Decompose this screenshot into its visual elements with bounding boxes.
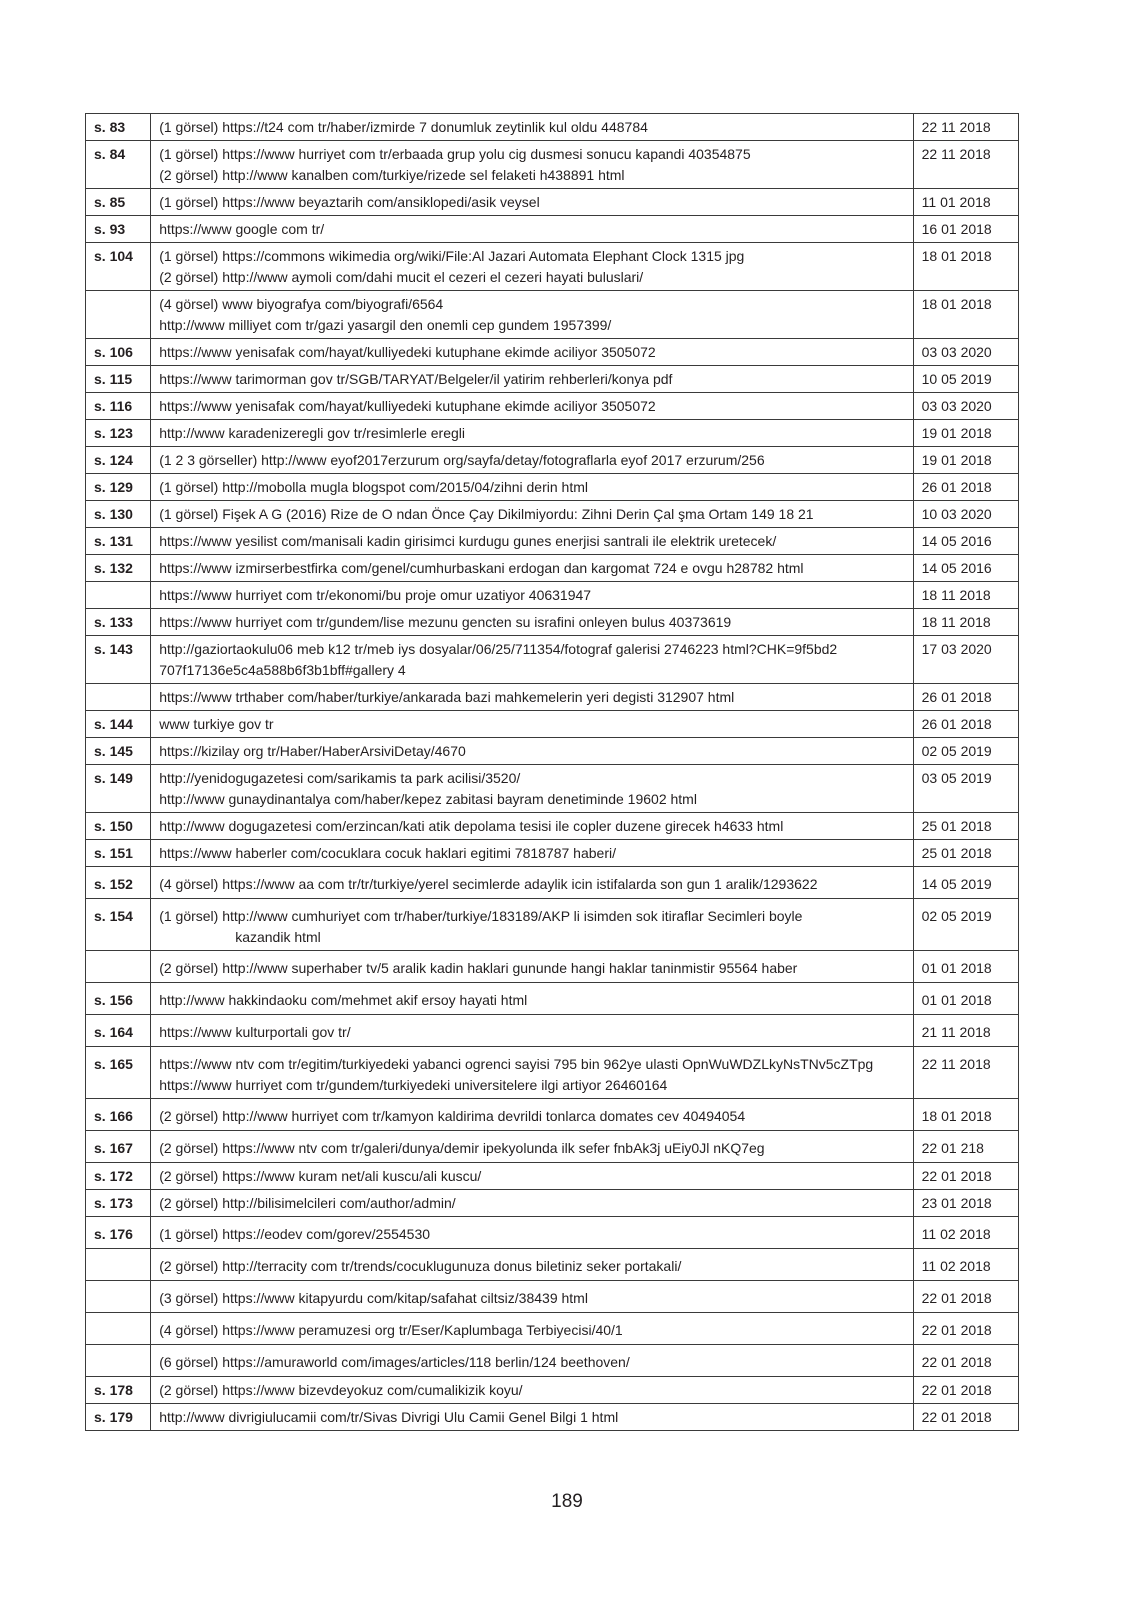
source-line: http://yenidogugazetesi com/sarikamis ta park acilisi/3520/: [159, 770, 521, 786]
page-ref-cell: s. 116: [86, 393, 151, 420]
source-line: (1 görsel) http://mobolla mugla blogspot com/2015/04/zihni derin html: [159, 479, 588, 495]
source-cell: [151, 1099, 913, 1131]
table-row: [86, 216, 1019, 243]
source-cell: [151, 528, 913, 555]
page-ref-cell: s. 165: [86, 1047, 151, 1099]
page-ref-cell: [86, 1249, 151, 1281]
source-cell: [151, 474, 913, 501]
access-date-cell: 16 01 2018: [913, 216, 1018, 243]
page-ref-cell: s. 154: [86, 899, 151, 951]
page-ref-cell: s. 132: [86, 555, 151, 582]
table-row: [86, 141, 1019, 189]
source-cell: [151, 582, 913, 609]
source-line: (2 görsel) https://www bizevdeyokuz com/cumalikizik koyu/: [159, 1382, 523, 1398]
source-line: https://kizilay org tr/Haber/HaberArsiviDetay/4670: [159, 743, 466, 759]
access-date-cell: 18 11 2018: [913, 609, 1018, 636]
access-date-cell: 22 11 2018: [913, 141, 1018, 189]
source-references-table: [85, 113, 1019, 1431]
source-cell: [151, 899, 913, 951]
source-line: https://www yenisafak com/hayat/kulliyedeki kutuphane ekimde aciliyor 3505072: [159, 398, 656, 414]
table-row: [86, 1249, 1019, 1281]
page-ref-cell: [86, 684, 151, 711]
source-cell: [151, 765, 913, 813]
source-line: https://www izmirserbestfirka com/genel/cumhurbaskani erdogan dan kargomat 724 e ovgu h28782 html: [159, 560, 804, 576]
table-row: [86, 867, 1019, 899]
access-date-cell: 14 05 2019: [913, 867, 1018, 899]
source-line: https://www hurriyet com tr/gundem/turkiyedeki universitelere ilgi artiyor 26460164: [159, 1077, 668, 1093]
access-date-cell: 03 03 2020: [913, 339, 1018, 366]
access-date-cell: 26 01 2018: [913, 684, 1018, 711]
source-line: (2 görsel) http://www aymoli com/dahi mucit el cezeri el cezeri hayati buluslari/: [159, 269, 644, 285]
source-cell: [151, 555, 913, 582]
access-date-cell: 11 02 2018: [913, 1249, 1018, 1281]
table-row: [86, 1015, 1019, 1047]
source-cell: [151, 339, 913, 366]
source-line: (1 görsel) Fişek A G (2016) Rize de O ndan Önce Çay Dikilmiyordu: Zihni Derin Çal şma Ortam 149 18 21: [159, 506, 814, 522]
source-line: https://www haberler com/cocuklara cocuk haklari egitimi 7818787 haberi/: [159, 845, 616, 861]
page-ref-cell: [86, 951, 151, 983]
source-line: kazandik html: [235, 929, 321, 945]
source-line: https://www hurriyet com tr/gundem/lise mezunu gencten su israfini onleyen bulus 40373619: [159, 614, 732, 630]
access-date-cell: 10 05 2019: [913, 366, 1018, 393]
access-date-cell: 03 03 2020: [913, 393, 1018, 420]
table-row: [86, 1163, 1019, 1190]
source-line: (2 görsel) http://www hurriyet com tr/kamyon kaldirima devrildi tonlarca domates cev 40494054: [159, 1108, 746, 1124]
table-row: [86, 366, 1019, 393]
page-ref-cell: s. 166: [86, 1099, 151, 1131]
page-ref-cell: s. 123: [86, 420, 151, 447]
page-ref-cell: s. 178: [86, 1377, 151, 1404]
page-ref-cell: s. 176: [86, 1217, 151, 1249]
source-line: 707f17136e5c4a588b6f3b1bff#gallery 4: [159, 662, 406, 678]
access-date-cell: 03 05 2019: [913, 765, 1018, 813]
source-line: (2 görsel) http://terracity com tr/trends/cocuklugunuza donus biletiniz seker portakali/: [159, 1258, 682, 1274]
access-date-cell: 22 01 2018: [913, 1163, 1018, 1190]
source-cell: [151, 141, 913, 189]
source-line: (4 görsel) www biyografya com/biyografi/6564: [159, 296, 444, 312]
page-ref-cell: s. 104: [86, 243, 151, 291]
access-date-cell: 22 01 2018: [913, 1313, 1018, 1345]
source-line: (1 görsel) https://commons wikimedia org/wiki/File:Al Jazari Automata Elephant Clock 1315 jpg: [159, 248, 745, 264]
source-cell: [151, 983, 913, 1015]
source-cell: [151, 684, 913, 711]
source-cell: [151, 501, 913, 528]
table-row: [86, 501, 1019, 528]
page-ref-cell: s. 85: [86, 189, 151, 216]
source-line: (1 görsel) https://www hurriyet com tr/erbaada grup yolu cig dusmesi sonucu kapandi 40354875: [159, 146, 751, 162]
page-number: 189: [551, 1491, 583, 1512]
table-row: [86, 1313, 1019, 1345]
source-cell: [151, 1163, 913, 1190]
access-date-cell: 22 01 2018: [913, 1377, 1018, 1404]
page-ref-cell: s. 173: [86, 1190, 151, 1217]
page-ref-cell: s. 133: [86, 609, 151, 636]
source-line: https://www yenisafak com/hayat/kulliyedeki kutuphane ekimde aciliyor 3505072: [159, 344, 656, 360]
source-line: (6 görsel) https://amuraworld com/images/articles/118 berlin/124 beethoven/: [159, 1354, 630, 1370]
source-line: https://www kulturportali gov tr/: [159, 1024, 351, 1040]
table-row: [86, 899, 1019, 951]
source-line: https://www tarimorman gov tr/SGB/TARYAT/Belgeler/il yatirim rehberleri/konya pdf: [159, 371, 673, 387]
access-date-cell: 22 01 2018: [913, 1345, 1018, 1377]
source-cell: [151, 636, 913, 684]
page-ref-cell: s. 129: [86, 474, 151, 501]
page-ref-cell: s. 83: [86, 114, 151, 141]
source-line: (1 görsel) https://www beyaztarih com/ansiklopedi/asik veysel: [159, 194, 540, 210]
page-ref-cell: [86, 582, 151, 609]
table-row: [86, 840, 1019, 867]
table-row: [86, 1099, 1019, 1131]
table-row: [86, 1047, 1019, 1099]
table-row: [86, 738, 1019, 765]
table-row: [86, 1131, 1019, 1163]
table-row: [86, 447, 1019, 474]
page-ref-cell: s. 156: [86, 983, 151, 1015]
source-cell: [151, 1047, 913, 1099]
page-ref-cell: s. 145: [86, 738, 151, 765]
page-ref-cell: [86, 1313, 151, 1345]
access-date-cell: 26 01 2018: [913, 711, 1018, 738]
table-row: [86, 114, 1019, 141]
source-cell: [151, 1131, 913, 1163]
table-row: [86, 1217, 1019, 1249]
source-line: (4 görsel) https://www aa com tr/tr/turkiye/yerel secimlerde adaylik icin istifalarda son gun 1 aralik/1293622: [159, 876, 818, 892]
access-date-cell: 25 01 2018: [913, 813, 1018, 840]
page-ref-cell: s. 150: [86, 813, 151, 840]
table-row: [86, 339, 1019, 366]
access-date-cell: 02 05 2019: [913, 899, 1018, 951]
access-date-cell: 18 01 2018: [913, 1099, 1018, 1131]
table-row: [86, 393, 1019, 420]
access-date-cell: 26 01 2018: [913, 474, 1018, 501]
access-date-cell: 22 01 2018: [913, 1281, 1018, 1313]
access-date-cell: 22 01 218: [913, 1131, 1018, 1163]
source-line: https://www hurriyet com tr/ekonomi/bu proje omur uzatiyor 40631947: [159, 587, 592, 603]
page-ref-cell: s. 130: [86, 501, 151, 528]
source-line: http://www hakkindaoku com/mehmet akif ersoy hayati html: [159, 992, 528, 1008]
source-line: http://www gunaydinantalya com/haber/kepez zabitasi bayram denetiminde 19602 html: [159, 791, 697, 807]
source-cell: [151, 1313, 913, 1345]
access-date-cell: 18 01 2018: [913, 243, 1018, 291]
table-row: [86, 291, 1019, 339]
access-date-cell: 10 03 2020: [913, 501, 1018, 528]
access-date-cell: 01 01 2018: [913, 951, 1018, 983]
source-line: http://www dogugazetesi com/erzincan/kati atik depolama tesisi ile copler duzene girecek h4633 html: [159, 818, 784, 834]
source-cell: [151, 447, 913, 474]
access-date-cell: 23 01 2018: [913, 1190, 1018, 1217]
access-date-cell: 11 01 2018: [913, 189, 1018, 216]
source-cell: [151, 1281, 913, 1313]
access-date-cell: 25 01 2018: [913, 840, 1018, 867]
table-row: [86, 813, 1019, 840]
access-date-cell: 19 01 2018: [913, 420, 1018, 447]
source-cell: [151, 1190, 913, 1217]
source-cell: [151, 1217, 913, 1249]
source-line: https://www trthaber com/haber/turkiye/ankarada bazi mahkemelerin yeri degisti 312907 html: [159, 689, 735, 705]
access-date-cell: 14 05 2016: [913, 555, 1018, 582]
table-row: [86, 983, 1019, 1015]
page-ref-cell: s. 151: [86, 840, 151, 867]
access-date-cell: 17 03 2020: [913, 636, 1018, 684]
source-line: (2 görsel) http://www kanalben com/turkiye/rizede sel felaketi h438891 html: [159, 167, 625, 183]
page-ref-cell: s. 106: [86, 339, 151, 366]
source-cell: [151, 189, 913, 216]
table-row: [86, 711, 1019, 738]
access-date-cell: 01 01 2018: [913, 983, 1018, 1015]
table-row: [86, 555, 1019, 582]
source-line: www turkiye gov tr: [159, 716, 274, 732]
source-line: (1 görsel) https://eodev com/gorev/2554530: [159, 1226, 431, 1242]
table-row: [86, 1345, 1019, 1377]
table-row: [86, 684, 1019, 711]
page-ref-cell: s. 131: [86, 528, 151, 555]
access-date-cell: 14 05 2016: [913, 528, 1018, 555]
page-ref-cell: s. 93: [86, 216, 151, 243]
source-line: (1 görsel) https://t24 com tr/haber/izmirde 7 donumluk zeytinlik kul oldu 448784: [159, 119, 648, 135]
page-ref-cell: [86, 291, 151, 339]
source-cell: [151, 813, 913, 840]
access-date-cell: 21 11 2018: [913, 1015, 1018, 1047]
page-ref-cell: s. 84: [86, 141, 151, 189]
source-cell: [151, 609, 913, 636]
table-row: [86, 765, 1019, 813]
access-date-cell: 02 05 2019: [913, 738, 1018, 765]
page-ref-cell: s. 149: [86, 765, 151, 813]
table-row: [86, 474, 1019, 501]
source-line: https://www google com tr/: [159, 221, 325, 237]
access-date-cell: 11 02 2018: [913, 1217, 1018, 1249]
page-ref-cell: s. 164: [86, 1015, 151, 1047]
table-row: [86, 243, 1019, 291]
access-date-cell: 22 11 2018: [913, 1047, 1018, 1099]
source-cell: [151, 1377, 913, 1404]
source-line: (2 görsel) http://bilisimelcileri com/author/admin/: [159, 1195, 456, 1211]
source-cell: [151, 1404, 913, 1431]
table-row: [86, 1281, 1019, 1313]
source-cell: [151, 711, 913, 738]
page-ref-cell: s. 172: [86, 1163, 151, 1190]
table-row: [86, 609, 1019, 636]
page-ref-cell: s. 124: [86, 447, 151, 474]
source-line: (4 görsel) https://www peramuzesi org tr/Eser/Kaplumbaga Terbiyecisi/40/1: [159, 1322, 623, 1338]
source-line: (1 2 3 görseller) http://www eyof2017erzurum org/sayfa/detay/fotograflarla eyof 2017 erzurum/256: [159, 452, 765, 468]
access-date-cell: 18 01 2018: [913, 291, 1018, 339]
source-line: (3 görsel) https://www kitapyurdu com/kitap/safahat ciltsiz/38439 html: [159, 1290, 588, 1306]
source-cell: [151, 393, 913, 420]
source-line: (2 görsel) https://www ntv com tr/galeri/dunya/demir ipekyolunda ilk sefer fnbAk3j uEiy0Jl nKQ7eg: [159, 1140, 765, 1156]
page-ref-cell: [86, 1345, 151, 1377]
page-ref-cell: s. 143: [86, 636, 151, 684]
page-ref-cell: s. 144: [86, 711, 151, 738]
source-cell: [151, 738, 913, 765]
page-ref-cell: s. 179: [86, 1404, 151, 1431]
access-date-cell: 19 01 2018: [913, 447, 1018, 474]
access-date-cell: 18 11 2018: [913, 582, 1018, 609]
source-cell: [151, 291, 913, 339]
source-cell: [151, 366, 913, 393]
page-ref-cell: s. 115: [86, 366, 151, 393]
table-row: [86, 528, 1019, 555]
source-cell: [151, 1345, 913, 1377]
table-row: [86, 582, 1019, 609]
table-row: [86, 636, 1019, 684]
source-line: http://www karadenizeregli gov tr/resimlerle eregli: [159, 425, 465, 441]
table-row: [86, 951, 1019, 983]
source-cell: [151, 420, 913, 447]
source-line: (2 görsel) http://www superhaber tv/5 aralik kadin haklari gununde hangi haklar taninmistir 95564 haber: [159, 960, 798, 976]
source-cell: [151, 867, 913, 899]
table-row: [86, 1190, 1019, 1217]
source-cell: [151, 840, 913, 867]
source-line: (1 görsel) http://www cumhuriyet com tr/haber/turkiye/183189/AKP li isimden sok itiraflar Secimleri boyle: [159, 908, 803, 924]
source-line: http://www milliyet com tr/gazi yasargil den onemli cep gundem 1957399/: [159, 317, 612, 333]
source-cell: [151, 243, 913, 291]
source-line: https://www ntv com tr/egitim/turkiyedeki yabanci ogrenci sayisi 795 bin 962ye ulasti OpnWuWDZLkyNsTNv5cZTpg: [159, 1056, 874, 1072]
source-line: https://www yesilist com/manisali kadin girisimci kurdugu gunes enerjisi santrali ile elektrik uretecek/: [159, 533, 777, 549]
table-body: [86, 114, 1019, 1431]
page-ref-cell: s. 167: [86, 1131, 151, 1163]
table-row: [86, 189, 1019, 216]
table-row: [86, 1404, 1019, 1431]
page-ref-cell: [86, 1281, 151, 1313]
source-line: http://gaziortaokulu06 meb k12 tr/meb iys dosyalar/06/25/711354/fotograf galerisi 2746223 html?CHK=9f5bd2: [159, 641, 838, 657]
page-ref-cell: s. 152: [86, 867, 151, 899]
source-cell: [151, 1015, 913, 1047]
table-row: [86, 420, 1019, 447]
source-cell: [151, 216, 913, 243]
source-cell: [151, 114, 913, 141]
access-date-cell: 22 11 2018: [913, 114, 1018, 141]
access-date-cell: 22 01 2018: [913, 1404, 1018, 1431]
source-line: http://www divrigiulucamii com/tr/Sivas Divrigi Ulu Camii Genel Bilgi 1 html: [159, 1409, 619, 1425]
table-row: [86, 1377, 1019, 1404]
source-line: (2 görsel) https://www kuram net/ali kuscu/ali kuscu/: [159, 1168, 482, 1184]
source-cell: [151, 1249, 913, 1281]
source-cell: [151, 951, 913, 983]
